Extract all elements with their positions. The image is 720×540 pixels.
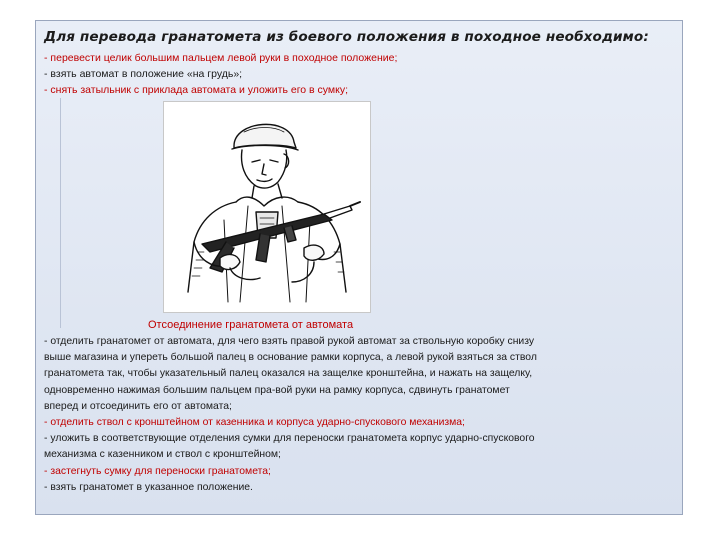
- instructions-body: [44, 334, 680, 496]
- slide-title: Для перевода гранатомета из боевого положения в походное необходимо:: [44, 29, 649, 45]
- step-item: механизма с казенником и ствол с кронштейном;: [44, 449, 281, 461]
- paragraph-line: гранатомета так, чтобы указательный палец оказался на защелке кронштейна, и нажать на защелку,: [44, 368, 533, 380]
- preparation-steps: [44, 50, 674, 98]
- paragraph-line: вперед и отсоединить его от автомата;: [44, 400, 232, 412]
- decorative-divider: [60, 98, 61, 328]
- slide: [35, 20, 683, 515]
- step-item: - отделить ствол с кронштейном от казенника и корпуса ударно-спускового механизма;: [44, 417, 465, 429]
- paragraph-line: выше магазина и упереть большой палец в основание рамки корпуса, а левой рукой взяться за ствол: [44, 352, 537, 364]
- soldier-with-rifle-icon: [164, 102, 370, 312]
- section-subheading: Отсоединение гранатомета от автомата: [148, 319, 354, 331]
- step-item: - взять автомат в положение «на грудь»;: [44, 68, 243, 80]
- step-item: - уложить в соответствующие отделения сумки для переноски гранатомета корпус ударно-спускового: [44, 433, 535, 445]
- paragraph-line: - отделить гранатомет от автомата, для чего взять правой рукой автомат за ствольную коробку снизу: [44, 336, 535, 347]
- step-item: - снять затыльник с приклада автомата и уложить его в сумку;: [44, 84, 349, 96]
- step-item: - перевести целик большим пальцем левой руки в походное положение;: [44, 52, 398, 64]
- soldier-illustration: [163, 101, 371, 313]
- step-item: - взять гранатомет в указанное положение.: [44, 481, 253, 493]
- paragraph-line: одновременно нажимая большим пальцем пра-вой руки на рамку корпуса, сдвинуть гранатомет: [44, 384, 510, 396]
- step-item: - застегнуть сумку для переноски гранатомета;: [44, 465, 271, 477]
